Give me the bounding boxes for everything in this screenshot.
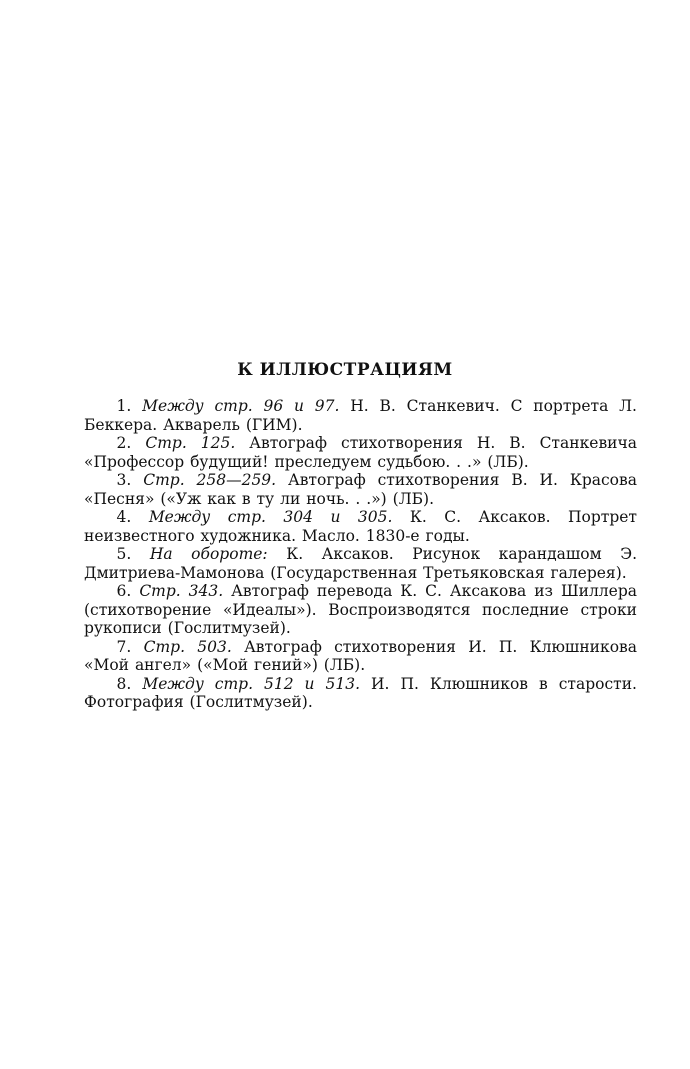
- entry-number: 8.: [116, 674, 132, 693]
- page-reference: Между стр. 96 и 97.: [142, 397, 340, 415]
- entry-description: И. П. Клюшников в старости. Фотография (Гослитмузей).: [84, 674, 637, 711]
- page-reference: Между стр. 304 и 305.: [148, 508, 393, 526]
- list-item: [84, 675, 637, 712]
- entry-number: 3.: [116, 471, 132, 489]
- entry-description: Автограф стихотворения И. П. Клюшникова «Мой ангел» («Мой гений») (ЛБ).: [84, 637, 637, 674]
- entry-description: К. С. Аксаков. Портрет неизвестного художника. Масло. 1830-е годы.: [84, 508, 638, 545]
- entry-number: 2.: [116, 434, 132, 452]
- entry-description: К. Аксаков. Рисунок карандашом Э. Дмитриева-Мамонова (Государственная Третьяковская галерея).: [84, 545, 637, 582]
- page-reference: Стр. 258—259.: [143, 471, 277, 489]
- list-item: [84, 638, 637, 675]
- section-heading: К ИЛЛЮСТРАЦИЯМ: [237, 360, 453, 380]
- entry-description: Автограф перевода К. С. Аксакова из Шиллера (стихотворение «Идеалы»). Воспроизводятся последние строки рукописи (Гослитмузей).: [84, 582, 637, 637]
- page-reference: Стр. 125.: [145, 434, 236, 452]
- list-item: [84, 545, 637, 582]
- list-item: [84, 508, 637, 545]
- list-item: [84, 582, 637, 638]
- entry-description: Автограф стихотворения В. И. Красова «Песня» («Уж как в ту ли ночь. . .») (ЛБ).: [84, 471, 637, 508]
- entry-description: Н. В. Станкевич. С портрета Л. Беккера. Акварель (ГИМ).: [84, 397, 637, 434]
- entry-number: 7.: [116, 637, 132, 656]
- entry-number: 6.: [116, 582, 132, 600]
- illustration-list: [84, 397, 637, 712]
- list-item: [84, 471, 637, 508]
- list-item: [84, 397, 637, 434]
- page-reference: На обороте:: [149, 545, 268, 563]
- page-reference: Стр. 343.: [139, 582, 224, 600]
- entry-number: 4.: [116, 508, 132, 526]
- entry-number: 5.: [116, 545, 132, 563]
- entry-number: 1.: [116, 397, 132, 415]
- list-item: [84, 434, 637, 471]
- page-reference: Между стр. 512 и 513.: [142, 674, 361, 693]
- entry-description: Автограф стихотворения Н. В. Станкевича «Профессор будущий! преследуем судьбою. . .» (ЛБ).: [84, 434, 637, 471]
- page-reference: Стр. 503.: [143, 637, 232, 656]
